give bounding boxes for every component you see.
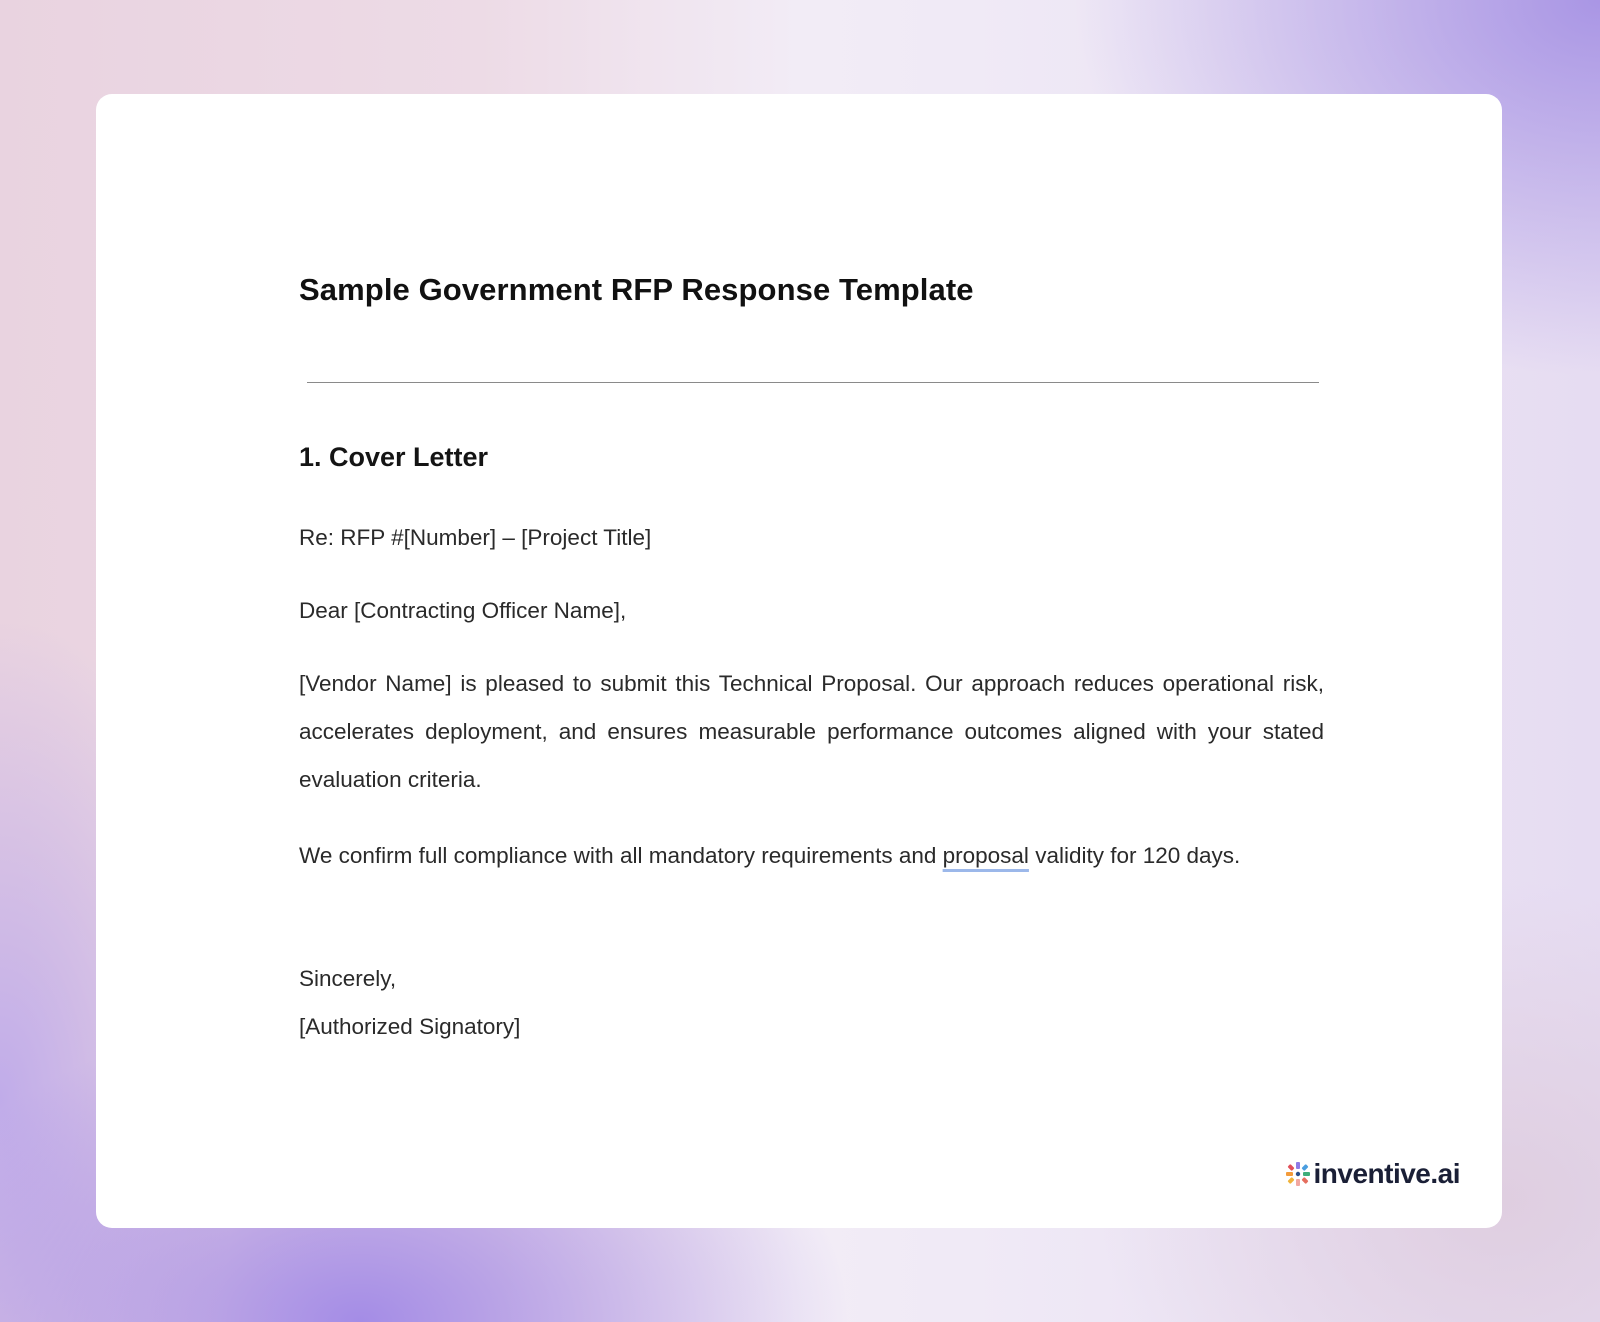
salutation: Dear [Contracting Officer Name], [299, 598, 627, 623]
paragraph-intro: [Vendor Name] is pleased to submit this Technical Proposal. Our approach reduces operational risk, accelerates deployment, and ensures measurable performance outcomes aligned with your stated evaluation criteria. [299, 671, 1324, 792]
multicolor-burst-icon [1285, 1161, 1311, 1187]
paragraph-compliance-end: validity for 120 days. [1028, 843, 1241, 868]
paragraph-compliance-start: We confirm full compliance with all mandatory requirements and [299, 843, 943, 868]
closing: Sincerely, [299, 966, 397, 991]
brand-name: inventive.ai [1313, 1158, 1460, 1189]
paragraph-compliance [299, 832, 1324, 880]
document-title: Sample Government RFP Response Template [299, 272, 974, 307]
title-divider [307, 382, 1319, 383]
brand-logo [1285, 1160, 1460, 1188]
signatory: [Authorized Signatory] [299, 1014, 521, 1039]
document-card [96, 94, 1502, 1228]
spellcheck-flagged-word[interactable]: proposal [942, 843, 1029, 868]
re-line: Re: RFP #[Number] – [Project Title] [299, 525, 652, 550]
section-heading: 1. Cover Letter [299, 442, 489, 472]
